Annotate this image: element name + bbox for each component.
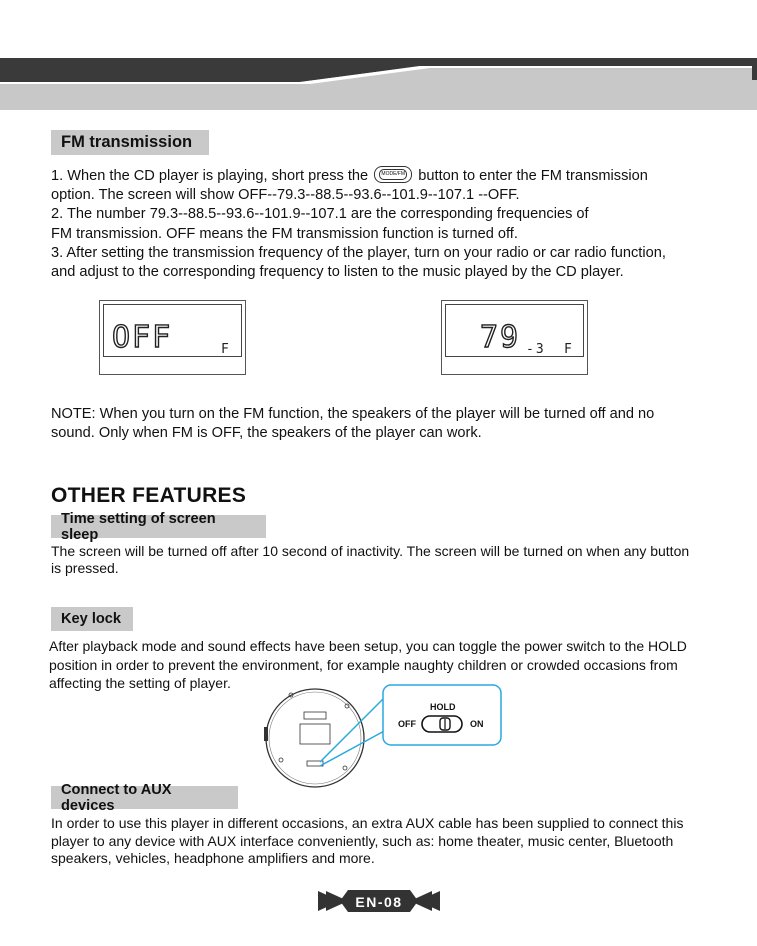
- other-features-heading: OTHER FEATURES: [51, 484, 247, 507]
- lcd-display-off: [99, 300, 246, 375]
- header-banner: [0, 58, 757, 110]
- lcd-79-decimal: -3: [526, 342, 546, 357]
- mode-fm-button-icon: MODE/FM: [374, 166, 412, 183]
- lcd-off-suffix: F: [221, 342, 229, 357]
- hold-label: HOLD: [430, 702, 456, 712]
- off-label: OFF: [398, 719, 416, 729]
- screen-sleep-label: Time setting of screen sleep: [51, 515, 266, 538]
- lcd-79-text: 79: [480, 320, 521, 355]
- on-label: ON: [470, 719, 484, 729]
- page-number: EN-08: [355, 894, 403, 910]
- key-lock-text: After playback mode and sound effects have been setup, you can toggle the power switch to the HOLD position in order to prevent the environment, for example naughty children or crowded occasions from affecting the setting of player.: [49, 638, 687, 691]
- aux-devices-label: Connect to AUX devices: [51, 786, 238, 809]
- aux-text: In order to use this player in different occasions, an extra AUX cable has been supplied to connect this player to any device with AUX interface conveniently, such as: home theater, music center, Bluetooth speakers, vehicles, headphone amplifiers and more.: [51, 815, 684, 866]
- screen-sleep-text: The screen will be turned off after 10 second of inactivity. The screen will be turned on when any button is pressed.: [51, 543, 690, 576]
- player-hold-illustration: [258, 682, 508, 788]
- page-number-badge: [318, 888, 440, 914]
- lcd-79-suffix: F: [564, 342, 572, 357]
- key-lock-label: Key lock: [51, 607, 133, 631]
- fm-transmission-label: FM transmission: [51, 130, 209, 155]
- lcd-display-79: [441, 300, 588, 375]
- fm-instructions: 1. When the CD player is playing, short press the MODE/FM button to enter the FM transmission option. The screen will show OFF--79.3--88.5--93.6--101.9--107.1 --OFF. 2. The number 79.3--88.5--93.6--101.9--107.1 are the corresponding frequencies of FM transmission. OFF means the FM transmission function is turned off. 3. After setting the transmission frequency of the player, turn on your radio or car radio function, and adjust to the corresponding frequency to listen to the music played by the CD player.: [51, 168, 666, 281]
- lcd-off-text: OFF: [112, 320, 173, 355]
- fm-note: NOTE: When you turn on the FM function, the speakers of the player will be turned off and no sound. Only when FM is OFF, the speakers of the player can work.: [51, 406, 655, 442]
